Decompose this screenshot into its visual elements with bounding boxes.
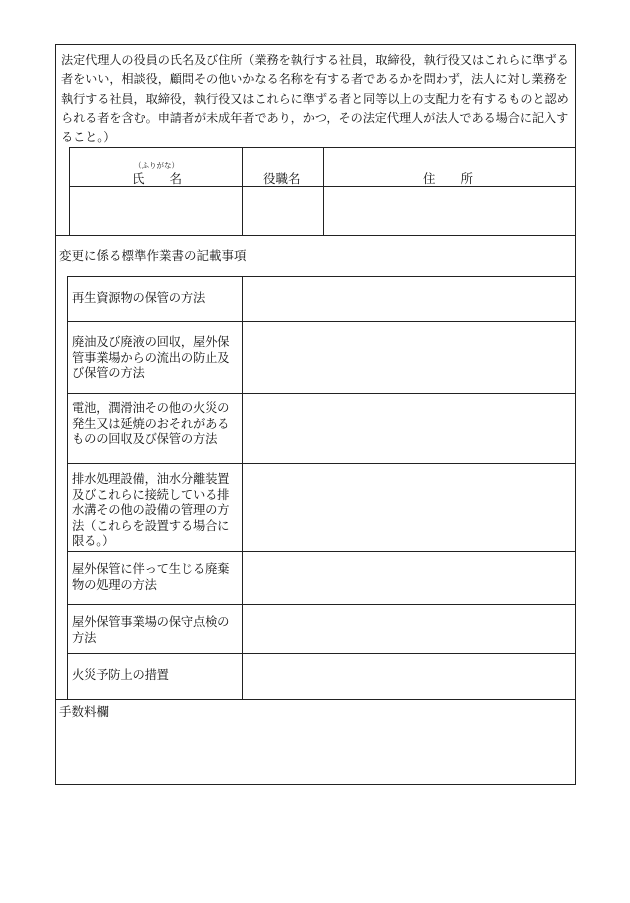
furigana-label: （ふりがな） xyxy=(134,161,179,170)
officer-name-cell[interactable] xyxy=(70,187,242,235)
change-item-entry-cell[interactable] xyxy=(243,394,576,463)
change-item-label: 屋外保管事業場の保守点検の方法 xyxy=(72,615,230,645)
section-divider-officers xyxy=(56,235,576,236)
change-item-label: 電池，潤滑油その他の火災の発生又は延焼のおそれがあるものの回収及び保管の方法 xyxy=(72,401,230,447)
change-item-entry-cell[interactable] xyxy=(243,322,576,393)
change-item-label: 排水処理設備，油水分離装置及びこれらに接続している排水溝その他の設備の管理の方法（これらを設置する場合に限る。） xyxy=(72,472,230,549)
column-header-address: 住 所 xyxy=(423,171,474,186)
officers-instructions: 法定代理人の役員の氏名及び住所（業務を執行する社員，取締役，執行役又はこれらに準ずる者をいい，相談役，顧問その他いかなる名称を有する者であるかを問わず，法人に対し業務を執行する社員，取締役，執行役又はこれらに準ずる者と同等以上の支配力を有するものと認められる者を含む。申請者が未成年者であり，かつ，その法定代理人が法人である場合に記入すること。） xyxy=(61,53,569,145)
change-item-entry-cell[interactable] xyxy=(243,654,576,699)
officer-address-cell[interactable] xyxy=(324,187,576,235)
fee-stamp-area[interactable] xyxy=(57,721,575,784)
change-item-entry-cell[interactable] xyxy=(243,552,576,604)
change-item-entry-cell[interactable] xyxy=(243,277,576,321)
column-header-title: 役職名 xyxy=(263,171,301,186)
changes-table-left-border xyxy=(67,276,68,699)
change-item-label: 廃油及び廃液の回収，屋外保管事業場からの流出の防止及び保管の方法 xyxy=(72,335,230,381)
change-item-label: 屋外保管に伴って生じる廃棄物の処理の方法 xyxy=(72,562,230,592)
fee-section-label: 手数料欄 xyxy=(59,704,110,719)
change-item-label: 火災予防上の措置 xyxy=(72,668,169,682)
changes-heading: 変更に係る標準作業書の記載事項 xyxy=(59,248,247,263)
application-form-page xyxy=(55,44,576,785)
column-header-name: 氏 名 xyxy=(132,171,183,186)
section-divider-changes xyxy=(56,699,576,700)
change-item-entry-cell[interactable] xyxy=(243,464,576,551)
officer-title-cell[interactable] xyxy=(243,187,323,235)
change-item-entry-cell[interactable] xyxy=(243,605,576,653)
change-item-label: 再生資源物の保管の方法 xyxy=(72,291,206,305)
